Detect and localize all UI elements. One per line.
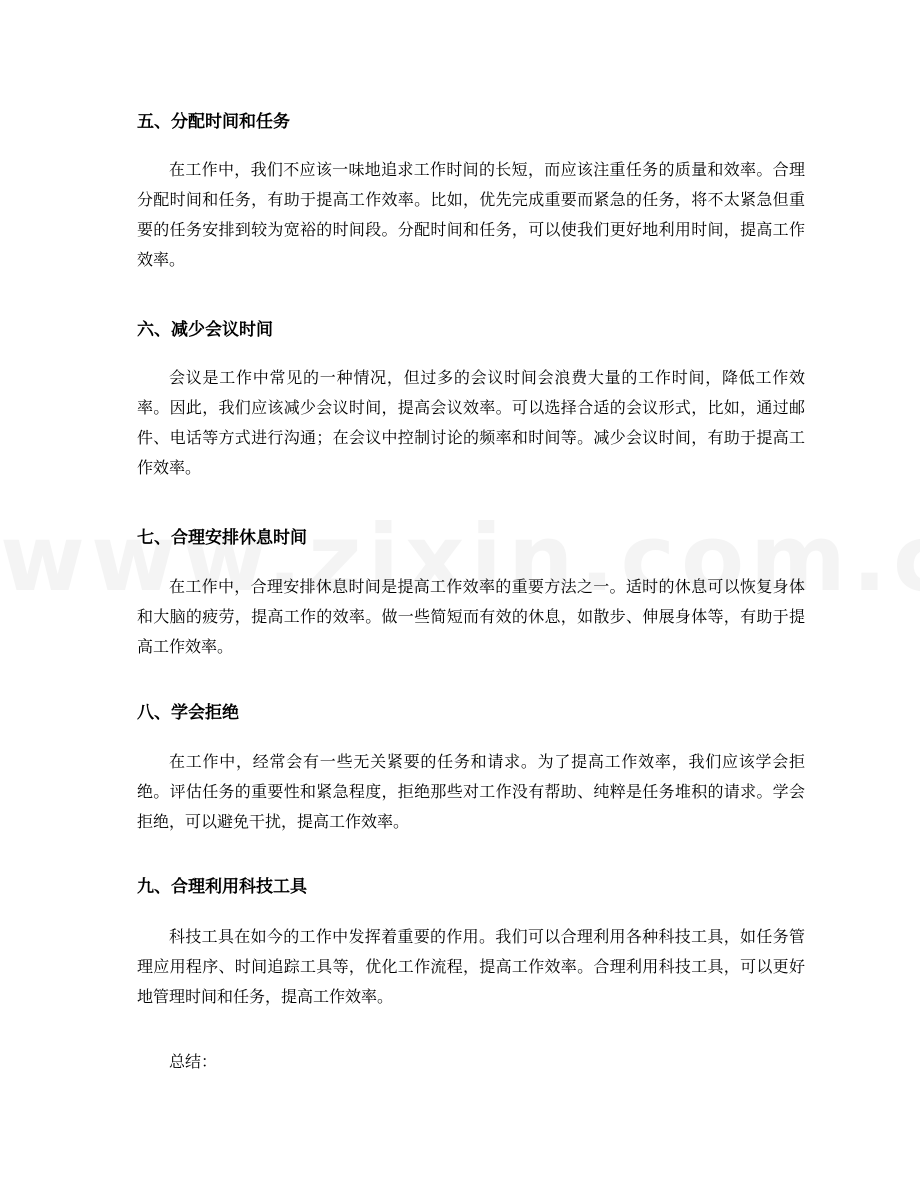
section-heading-9: 九、合理利用科技工具 [137,877,307,897]
summary-label: 总结： [169,1052,218,1071]
section-heading-8: 八、学会拒绝 [137,703,239,723]
section-heading-7: 七、合理安排休息时间 [137,528,307,548]
section-body-5: 在工作中，我们不应该一味地追求工作时间的长短，而应该注重任务的质量和效率。合理分配时间和任务，有助于提高工作效率。比如，优先完成重要而紧急的任务，将不太紧急但重要的任务安排到较为宽裕的时间段。分配时间和任务，可以使我们更好地利用时间，提高工作效率。 [137,160,805,269]
section-heading-6: 六、减少会议时间 [137,320,273,340]
section-body-7: 在工作中，合理安排休息时间是提高工作效率的重要方法之一。适时的休息可以恢复身体和大脑的疲劳，提高工作的效率。做一些简短而有效的休息，如散步、伸展身体等，有助于提高工作效率。 [137,577,805,656]
section-heading-5: 五、分配时间和任务 [137,112,290,132]
section-body-9: 科技工具在如今的工作中发挥着重要的作用。我们可以合理利用各种科技工具，如任务管理应用程序、时间追踪工具等，优化工作流程，提高工作效率。合理利用科技工具，可以更好地管理时间和任务，提高工作效率。 [137,927,805,1006]
section-body-6: 会议是工作中常见的一种情况，但过多的会议时间会浪费大量的工作时间，降低工作效率。因此，我们应该减少会议时间，提高会议效率。可以选择合适的会议形式，比如，通过邮件、电话等方式进行沟通；在会议中控制讨论的频率和时间等。减少会议时间，有助于提高工作效率。 [137,368,805,477]
section-body-8: 在工作中，经常会有一些无关紧要的任务和请求。为了提高工作效率，我们应该学会拒绝。评估任务的重要性和紧急程度，拒绝那些对工作没有帮助、纯粹是任务堆积的请求。学会拒绝，可以避免干扰，提高工作效率。 [137,752,805,831]
